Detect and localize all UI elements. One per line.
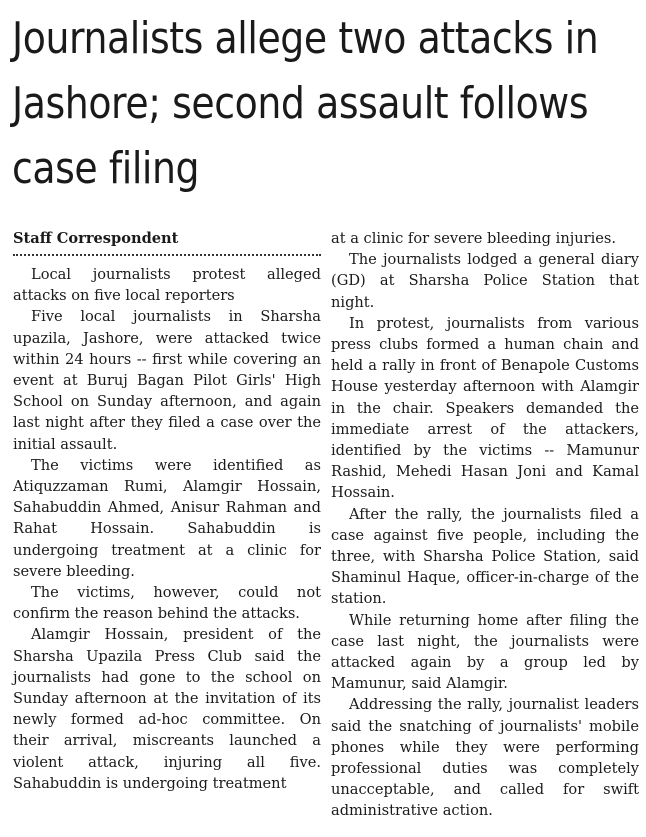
paragraph: Five local journalists in Sharsha upazila, Jashore, were attacked twice within 24 hours -- first while covering an event at Buruj Bagan Pilot Girls' High School on Sunday afternoon, and again last night after they filed a case over the initial assault. xyxy=(13,308,321,453)
left-column xyxy=(13,228,321,794)
paragraph-continuation: at a clinic for severe bleeding injuries. xyxy=(331,230,617,247)
right-column xyxy=(331,228,639,822)
paragraph: Addressing the rally, journalist leaders said the snatching of journalists' mobile phones while they were performing professional duties was completely unacceptable, and called for swift administrative action. xyxy=(331,696,639,820)
paragraph: The victims were identified as Atiquzzaman Rumi, Alamgir Hossain, Sahabuddin Ahmed, Anisur Rahman and Rahat Hossain. Sahabuddin is undergoing treatment at a clinic for severe bleeding. xyxy=(13,456,321,580)
paragraph: Alamgir Hossain, president of the Sharsha Upazila Press Club said the journalists had gone to the school on Sunday afternoon at the invitation of its newly formed ad-hoc committee. On their arrival, miscreants launched a violent attack, injuring all five. Sahabuddin is undergoing treatment xyxy=(13,626,321,792)
headline: Journalists allege two attacks in Jashore; second assault follows case filing xyxy=(12,13,599,194)
paragraph: Local journalists protest alleged attacks on five local reporters xyxy=(13,266,321,305)
paragraph: The journalists lodged a general diary (GD) at Sharsha Police Station that night. xyxy=(331,251,639,311)
byline-divider xyxy=(13,254,321,256)
paragraph: After the rally, the journalists filed a case against five people, including the three, with Sharsha Police Station, said Shaminul Haque, officer-in-charge of the station. xyxy=(331,505,639,608)
paragraph: While returning home after filing the case last night, the journalists were attacked again by a group led by Mamunur, said Alamgir. xyxy=(331,611,639,693)
byline: Staff Correspondent xyxy=(13,230,179,247)
paragraph: In protest, journalists from various press clubs formed a human chain and held a rally in front of Benapole Customs House yesterday afternoon with Alamgir in the chair. Speakers demanded the immediate arrest of the attackers, identified by the victims -- Mamunur Rashid, Mehedi Hasan Joni and Kamal Hossain. xyxy=(331,314,639,502)
paragraph: The victims, however, could not confirm the reason behind the attacks. xyxy=(13,584,321,623)
